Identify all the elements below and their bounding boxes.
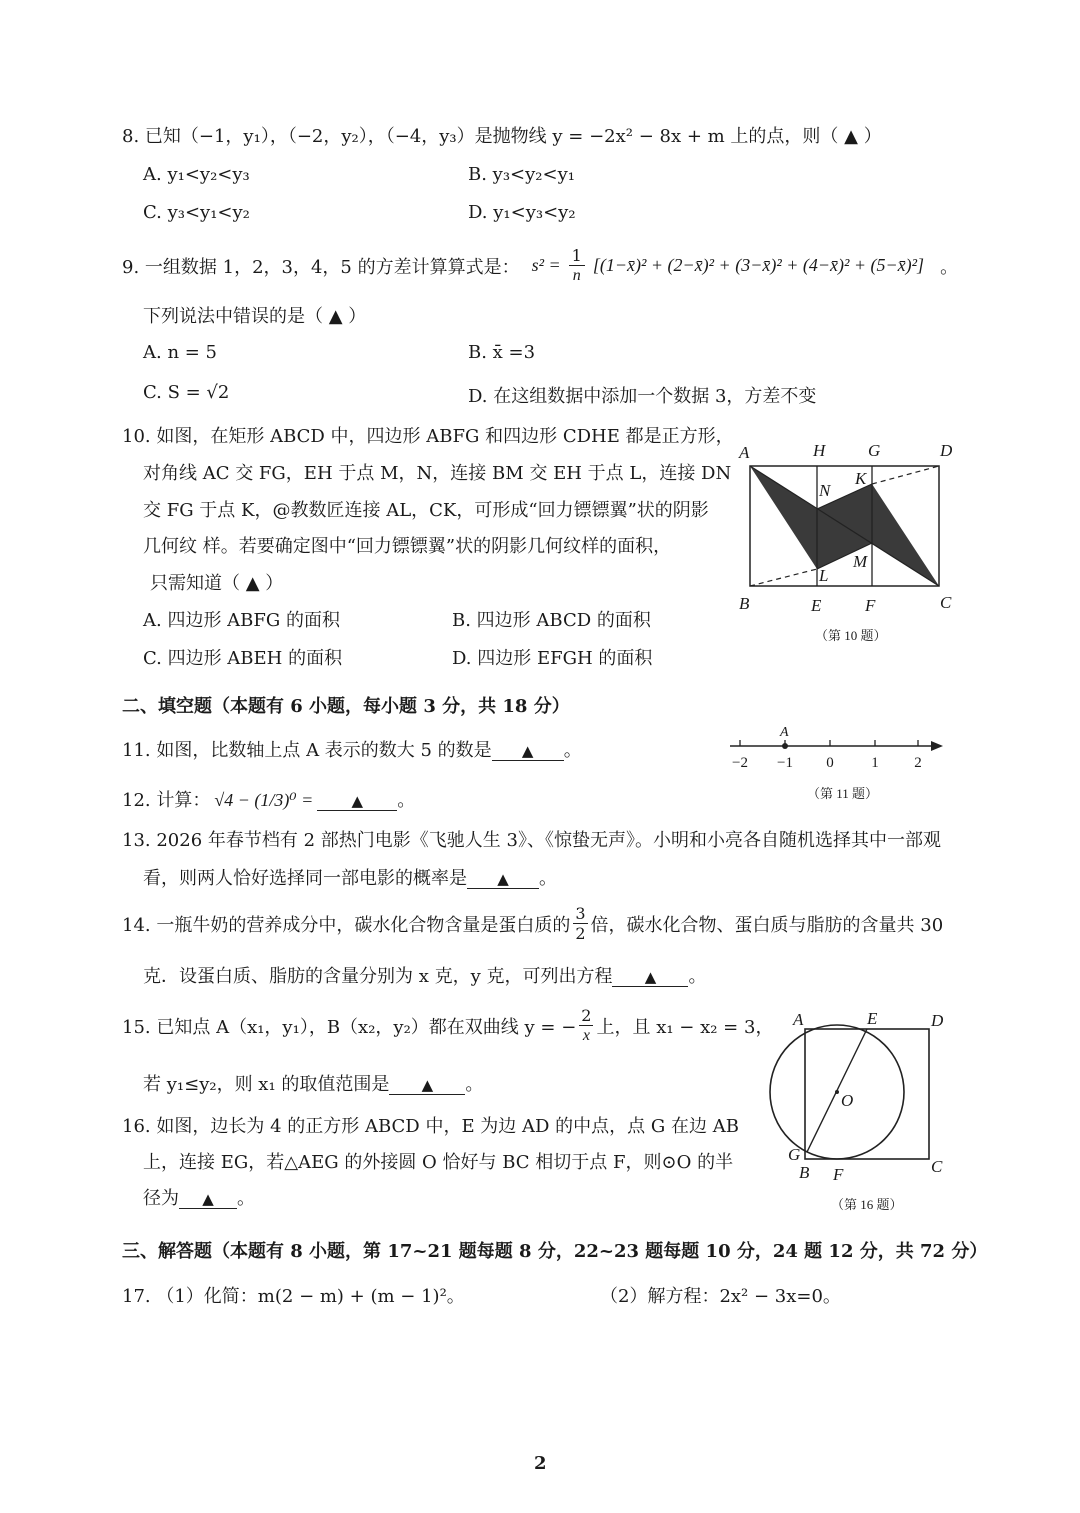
q9-option-b: B. x̄ =3 [468, 342, 536, 363]
q12-answer-blank[interactable]: ▲ [317, 792, 397, 811]
q9-formula-lhs: s² = [531, 255, 561, 275]
q14-line-1 [122, 904, 943, 943]
q16-label-g: G [788, 1145, 801, 1164]
q13-end: 。 [539, 868, 557, 889]
q11-tick-label: 0 [826, 755, 834, 771]
q15-line-1 [122, 1006, 773, 1045]
q15-text: 若 y₁≤y₂，则 x₁ 的取值范围是 [143, 1074, 390, 1095]
q16-label-b: B [799, 1163, 810, 1182]
q11-tick-label: −2 [732, 755, 748, 771]
q17-part-1: 17. （1）化简：m(2 − m) + (m − 1)²。 [122, 1286, 465, 1307]
q8-option-d: D. y₁<y₃<y₂ [468, 202, 576, 223]
q10-label-d: D [940, 441, 953, 460]
q9-formula-rhs: [(1−x̄)² + (2−x̄)² + (3−x̄)² + (4−x̄)² + (5−x̄)²] [592, 255, 925, 275]
q8-option-b: B. y₃<y₂<y₁ [468, 164, 575, 185]
q8-option-c: C. y₃<y₁<y₂ [143, 202, 250, 223]
q16-text: 径为 [143, 1188, 179, 1209]
q14-fraction [573, 904, 587, 943]
q9-frac-den: n [572, 267, 581, 284]
q10-shaded-right [872, 484, 939, 586]
q16-answer-blank[interactable]: ▲ [179, 1190, 237, 1209]
q10-label-k: K [855, 469, 867, 488]
q10-label-m: M [853, 552, 868, 571]
q14-answer-blank[interactable]: ▲ [612, 968, 688, 987]
q10-label-f: F [865, 596, 876, 615]
q15-text-b: 上，且 x₁ − x₂ = 3， [596, 1016, 774, 1038]
q16-label-d: D [931, 1011, 944, 1030]
q15-text-a: 15. 已知点 A（x₁，y₁），B（x₂，y₂）都在双曲线 y = − [122, 1016, 577, 1038]
q16-line-1: 16. 如图，边长为 4 的正方形 ABCD 中，E 为边 AD 的中点，点 G 在边 AB [122, 1116, 739, 1137]
section-2-heading: 二、填空题（本题有 6 小题，每小题 3 分，共 18 分） [122, 696, 570, 717]
page-number: 2 [534, 1453, 547, 1474]
q14-text-a: 14. 一瓶牛奶的营养成分中，碳水化合物含量是蛋白质的 [122, 914, 571, 936]
q11-tick-label: −1 [777, 755, 793, 771]
q15-end: 。 [465, 1074, 484, 1095]
q8-stem: 8. 已知（−1，y₁），（−2，y₂），（−4，y₃）是抛物线 y = −2x² − 8x + m 上的点，则（ ▲ ） [122, 126, 882, 147]
q16-line-2: 上，连接 EG，若△AEG 的外接圆 O 恰好与 BC 相切于点 F，则⊙O 的半 [143, 1152, 734, 1173]
q10-label-l: L [819, 566, 829, 585]
q9-option-c: C. S = √2 [143, 382, 230, 403]
q16-label-f: F [833, 1165, 844, 1184]
q14-frac-num: 3 [575, 904, 586, 923]
q13-text: 看，则两人恰好选择同一部电影的概率是 [143, 868, 467, 889]
q11-answer-blank[interactable]: ▲ [492, 742, 564, 761]
q10-dashed-KD [872, 466, 939, 484]
q14-text: 克．设蛋白质、脂肪的含量分别为 x 克，y 克，可列出方程 [143, 966, 613, 987]
q12-text: 12. 计算： [122, 790, 211, 811]
q10-line-2: 对角线 AC 交 FG，EH 于点 M，N，连接 BM 交 EH 于点 L，连接 DN [143, 463, 732, 484]
q9-stem-end: 。 [940, 256, 959, 278]
q16-center-o [835, 1090, 839, 1094]
q8-option-a: A. y₁<y₂<y₃ [143, 164, 250, 185]
q14-text-b: 倍，碳水化合物、蛋白质与脂肪的含量共 30 [590, 914, 944, 936]
q15-fraction [579, 1006, 593, 1045]
q9-stem-text: 9. 一组数据 1，2，3，4，5 的方差计算算式是： [122, 256, 520, 278]
q15-answer-blank[interactable]: ▲ [389, 1076, 465, 1095]
q10-label-c: C [940, 593, 952, 612]
q10-option-a: A. 四边形 ABFG 的面积 [143, 610, 340, 631]
q10-label-b: B [739, 594, 750, 613]
q13-answer-blank[interactable]: ▲ [467, 870, 539, 889]
q16-label-c: C [931, 1157, 943, 1176]
q12-end: 。 [397, 790, 416, 811]
q17-part-2: （2）解方程：2x² − 3x=0。 [600, 1286, 841, 1307]
q11-caption: （第 11 题） [807, 786, 879, 801]
q16-end: 。 [237, 1188, 255, 1209]
q10-label-n: N [819, 481, 831, 500]
q10-label-h: H [813, 441, 826, 460]
q14-end: 。 [688, 966, 707, 987]
q10-shaded-left [750, 466, 817, 569]
q11-text: 11. 如图，比数轴上点 A 表示的数大 5 的数是 [122, 740, 492, 761]
q9-frac-num: 1 [569, 246, 585, 266]
q10-option-b: B. 四边形 ABCD 的面积 [452, 610, 651, 631]
q10-line-1: 10. 如图，在矩形 ABCD 中，四边形 ABFG 和四边形 CDHE 都是正方形， [122, 426, 734, 447]
q15-line-2 [143, 1070, 483, 1096]
q9-option-d: D. 在这组数据中添加一个数据 3，方差不变 [468, 386, 817, 407]
q11-tick-label: 1 [871, 755, 879, 771]
q11-label-a: A [780, 725, 789, 740]
q16-label-e: E [867, 1009, 878, 1028]
q10-diagonal-AC [750, 466, 939, 586]
q16-label-a: A [793, 1010, 804, 1029]
q16-line-3 [143, 1184, 255, 1210]
q10-figure [735, 436, 970, 651]
q16-figure [755, 1002, 960, 1217]
q9-fraction [569, 246, 585, 285]
q16-square [805, 1029, 929, 1159]
q14-line-2 [143, 962, 706, 988]
q11-point-a [782, 743, 788, 749]
q11-arrow [931, 741, 943, 751]
q10-line-4: 几何纹 样。若要确定图中“回力镖镖翼”状的阴影几何纹样的面积， [143, 536, 672, 557]
q11-tick-label: 2 [914, 755, 922, 771]
q10-label-e: E [811, 596, 822, 615]
q10-line-5: 只需知道（ ▲ ） [150, 573, 284, 594]
q10-option-c: C. 四边形 ABEH 的面积 [143, 648, 343, 669]
q10-caption: （第 10 题） [815, 628, 887, 643]
q14-frac-den: 2 [575, 924, 586, 943]
q10-line-3: 交 FG 于点 K，@教数匠连接 AL，CK，可形成“回力镖镖翼”状的阴影 [143, 500, 709, 521]
q10-option-d: D. 四边形 EFGH 的面积 [452, 648, 653, 669]
q9-question: 下列说法中错误的是（ ▲ ） [143, 306, 367, 327]
q11 [122, 736, 582, 762]
q9-option-a: A. n = 5 [143, 342, 218, 363]
section-3-heading: 三、解答题（本题有 8 小题，第 17~21 题每题 8 分，22~23 题每题 10 分，24 题 12 分，共 72 分） [122, 1241, 988, 1262]
q15-frac-num: 2 [581, 1006, 592, 1025]
q11-end: 。 [563, 740, 582, 761]
q12-expression: √4 − (1/3)⁰ = [214, 790, 314, 810]
q13-line-1: 13. 2026 年春节档有 2 部热门电影《飞驰人生 3》、《惊蛰无声》。小明和小亮各自随机选择其中一部观 [122, 830, 941, 851]
q13-line-2 [143, 864, 557, 890]
q11-number-line [725, 722, 950, 804]
q10-label-g: G [868, 441, 881, 460]
q12 [122, 786, 415, 812]
q16-caption: （第 16 题） [831, 1197, 903, 1212]
q16-label-o: O [841, 1091, 854, 1110]
q15-frac-den: x [582, 1027, 590, 1044]
q9-stem [122, 246, 958, 285]
q10-label-a: A [739, 443, 750, 462]
q10-dashed-BK [750, 569, 817, 586]
